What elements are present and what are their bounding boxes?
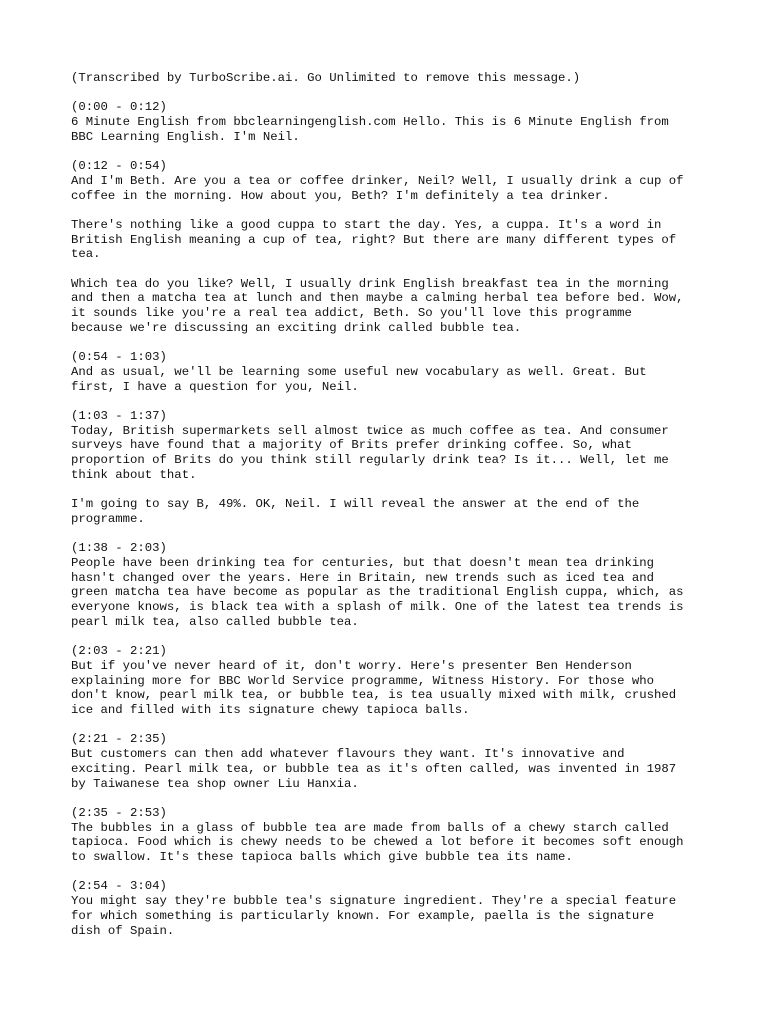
transcript-paragraph [71,277,711,336]
timestamp: (2:21 - 2:35) [71,732,167,747]
timestamp: (2:35 - 2:53) [71,805,167,820]
transcript-paragraph [71,409,711,483]
transcript-paragraph [71,497,711,526]
paragraph-text: Today, British supermarkets sell almost twice as much coffee as tea. And consumer surveys have found that a majority of Brits prefer drinking coffee. So, what proportion of Brits do you think still regularly drink tea? Is it... Well, let me think about that. [71,423,669,482]
transcript-paragraph [71,159,711,203]
paragraph-list [71,100,711,938]
paragraph-text: Which tea do you like? Well, I usually drink English breakfast tea in the morning and then a matcha tea at lunch and then maybe a calming herbal tea before bed. Wow, it sounds like you're a real tea addict, Beth. So you'll love this programme because we're discussing an exciting drink called bubble tea. [71,276,684,335]
timestamp: (2:03 - 2:21) [71,644,167,659]
paragraph-text: I'm going to say B, 49%. OK, Neil. I will reveal the answer at the end of the programme. [71,497,640,526]
paragraph-text: And I'm Beth. Are you a tea or coffee drinker, Neil? Well, I usually drink a cup of coffee in the morning. How about you, Beth? I'm definitely a tea drinker. [71,173,684,203]
transcript-paragraph [71,879,711,938]
timestamp: (1:38 - 2:03) [71,541,167,556]
timestamp: (0:12 - 0:54) [71,159,167,174]
transcript-paragraph [71,100,711,144]
timestamp: (0:00 - 0:12) [71,100,167,115]
transcription-notice: (Transcribed by TurboScribe.ai. Go Unlimited to remove this message.) [71,71,581,85]
transcript-paragraph [71,218,711,262]
paragraph-text: And as usual, we'll be learning some useful new vocabulary as well. Great. But first, I have a question for you, Neil. [71,364,647,394]
transcript-body [71,71,711,953]
paragraph-text: 6 Minute English from bbclearningenglish.com Hello. This is 6 Minute English from BBC Learning English. I'm Neil. [71,115,669,144]
timestamp: (2:54 - 3:04) [71,879,167,894]
transcript-paragraph [71,350,711,394]
paragraph-text: You might say they're bubble tea's signature ingredient. They're a special feature for which something is particularly known. For example, paella is the signature dish of Spain. [71,894,677,938]
transcript-paragraph [71,541,711,629]
paragraph-text: The bubbles in a glass of bubble tea are made from balls of a chewy starch called tapioca. Food which is chewy needs to be chewed a lot before it becomes soft enough to swallow. It's these tapioca balls which give bubble tea its name. [71,820,684,865]
timestamp: (0:54 - 1:03) [71,350,167,365]
paragraph-text: People have been drinking tea for centuries, but that doesn't mean tea drinking hasn't changed over the years. Here in Britain, new trends such as iced tea and green matcha tea have become as popular as the traditional English cuppa, which, as everyone knows, is black tea with a splash of milk. One of the latest tea trends is pearl milk tea, also called bubble tea. [71,556,684,629]
paragraph-text: But customers can then add whatever flavours they want. It's innovative and exciting. Pearl milk tea, or bubble tea as it's often called, was invented in 1987 by Taiwanese tea shop owner Liu Hanxia. [71,747,677,791]
transcript-paragraph [71,806,711,865]
transcript-paragraph [71,644,711,718]
transcript-paragraph [71,732,711,791]
paragraph-text: There's nothing like a good cuppa to start the day. Yes, a cuppa. It's a word in British English meaning a cup of tea, right? But there are many different types of tea. [71,217,677,262]
timestamp: (1:03 - 1:37) [71,409,167,424]
paragraph-text: But if you've never heard of it, don't worry. Here's presenter Ben Henderson explaining more for BBC World Service programme, Witness History. For those who don't know, pearl milk tea, or bubble tea, is tea usually mixed with milk, crushed ice and filled with its signature chewy tapioca balls. [71,658,677,718]
